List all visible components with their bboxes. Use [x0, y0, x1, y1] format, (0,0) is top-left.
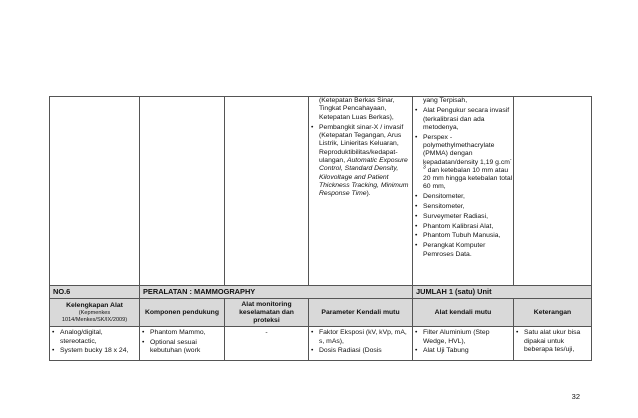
- list-item: • Alat Uji Tabung: [415, 347, 469, 355]
- text-line: Ketepatan Luas Berkas),: [319, 113, 394, 121]
- list-item: • Analog/digital, stereotactic,: [52, 329, 103, 345]
- text-line: Tingkat Pencahayaan,: [319, 105, 387, 113]
- cell-parameter-continued: [309, 97, 413, 286]
- header-alat-monitoring: Alat monitoring keselamatan dan proteksi: [225, 299, 309, 327]
- header-row: [50, 299, 592, 327]
- cell-alat-kendali: [413, 327, 514, 361]
- cell-empty-1: [50, 97, 140, 286]
- list-item: • Alat Pengukur secara invasif (terkalibrasi dan ada metodenya,: [415, 107, 510, 131]
- cell-parameter: [309, 327, 413, 361]
- cell-empty-2: [140, 97, 225, 286]
- section-row: [50, 286, 592, 299]
- header-kelengkapan: Kelengkapan Alat (Kepmenkes 1014/Menkes/SK/IX/2009): [50, 299, 140, 327]
- cell-empty-3: [225, 97, 309, 286]
- text-line: yang Terpisah,: [423, 97, 468, 104]
- section-number: NO.6: [50, 286, 140, 299]
- cell-alat-monitoring: -: [225, 327, 309, 361]
- list-item: • Phantom Tubuh Manusia,: [415, 232, 501, 240]
- list-item: • Satu alat ukur bisa dipakai untuk beberapa tes/uji,: [516, 329, 581, 353]
- data-row: [50, 327, 592, 361]
- list-item: • Optional sesuai kebutuhan (work: [142, 339, 201, 355]
- list-item: • Densitometer,: [415, 193, 465, 201]
- list-item: • System bucky 18 x 24,: [52, 347, 129, 355]
- list-item: • Dosis Radiasi (Dosis: [311, 347, 382, 355]
- list-item: • Phantom Kalibrasi Alat,: [415, 222, 494, 230]
- header-komponen: Komponen pendukung: [140, 299, 225, 327]
- equipment-table: [49, 96, 592, 361]
- list-item: • Filter Aluminium (Step Wedge, HVL),: [415, 329, 490, 345]
- list-item: • Perangkat Komputer Pemroses Data.: [415, 242, 486, 258]
- cell-kelengkapan: [50, 327, 140, 361]
- list-item: • Pembangkit sinar-X / invasif (Ketepatan Tegangan, Arus Listrik, Linieritas Keluaran, Reproduktibilitas/kedapat-ulangan, Automatic Exposure Control, Standard Density, Kilovoltage and Patient Thickness Tracking, Minimum Response Time).: [311, 123, 409, 198]
- cell-empty-6: [514, 97, 592, 286]
- section-count: JUMLAH 1 (satu) Unit: [413, 286, 592, 299]
- cell-komponen: [140, 327, 225, 361]
- page-number: 32: [571, 392, 580, 401]
- header-alat-kendali: Alat kendali mutu: [413, 299, 514, 327]
- list-item: • Surveymeter Radiasi,: [415, 212, 488, 220]
- cell-tools-continued: [413, 97, 514, 286]
- list-item: • Phantom Mammo,: [142, 329, 206, 337]
- list-item: • Faktor Eksposi (kV, kVp, mA, s, mAs),: [311, 329, 407, 345]
- continuation-row: [50, 97, 592, 286]
- header-parameter: Parameter Kendali mutu: [309, 299, 413, 327]
- list-item: • Perspex - polymethylmethacrylate (PMMA) dengan kepadatan/density 1,19 $g.cm^{-3}$ dan ketebalan 10 mm atau 20 mm hingga ketebalan total 60 mm,: [415, 133, 513, 191]
- header-keterangan: Keterangan: [514, 299, 592, 327]
- list-item: • Sensitometer,: [415, 203, 465, 211]
- cell-keterangan: [514, 327, 592, 361]
- text-line: (Ketepatan Berkas Sinar,: [319, 97, 395, 104]
- section-title: PERALATAN : MAMMOGRAPHY: [140, 286, 413, 299]
